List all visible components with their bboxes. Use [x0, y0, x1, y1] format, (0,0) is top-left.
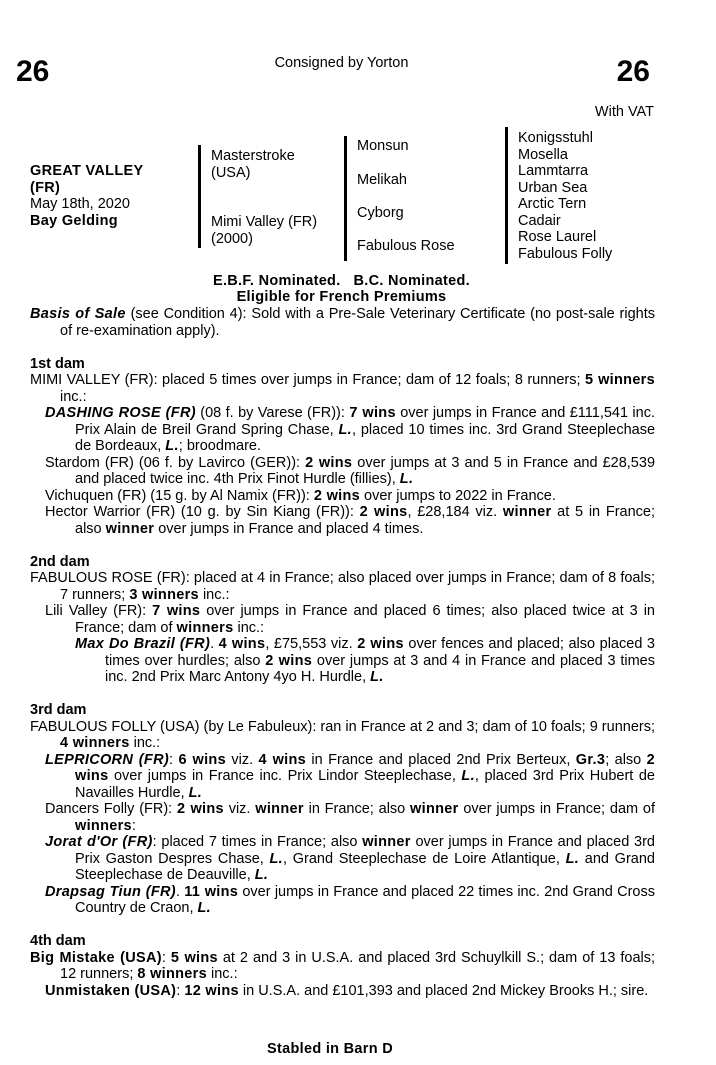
- offspring-entry: LEPRICORN (FR): 6 wins viz. 4 wins in France and placed 2nd Prix Berteux, Gr.3; also 2 wins over jumps in France inc. Prix Lindor Steeplechase, L., placed 3rd Prix Hubert de Navailles Hurdle, L.: [45, 751, 656, 801]
- dam-dam: Fabulous Rose: [357, 238, 455, 254]
- grand-offspring-entry: Drapsag Tiun (FR). 11 wins over jumps in France and placed 22 times inc. 2nd Grand Cross Country de Craon, L.: [45, 883, 655, 916]
- gen3-name: Lammtarra: [518, 163, 589, 179]
- horse-description: Bay Gelding: [30, 212, 118, 229]
- lot-number-left: 26: [16, 55, 50, 88]
- stabling-note: Stabled in Barn D: [267, 1041, 393, 1057]
- second-dam-heading: 2nd dam: [30, 553, 90, 570]
- gen3-name: Mosella: [518, 146, 568, 163]
- offspring-entry: Hector Warrior (FR) (10 g. by Sin Kiang (FR)): 2 wins, £28,184 viz. winner at 5 in France; also winner over jumps in France and placed 4 times.: [45, 504, 656, 537]
- offspring-entry: Unmistaken (USA): 12 wins in U.S.A. and £101,393 and placed 2nd Mickey Brooks H.; sire.: [45, 982, 649, 999]
- foaling-date: May 18th, 2020: [30, 196, 130, 212]
- fourth-dam-summary: Big Mistake (USA): 5 wins at 2 and 3 in U.S.A. and placed 3rd Schuylkill S.; dam of 13 foals; 12 runners; 8 winners inc.:: [30, 949, 656, 982]
- vat-note: With VAT: [594, 104, 654, 120]
- basis-of-sale: Basis of Sale (see Condition 4): Sold with a Pre-Sale Veterinary Certificate (no post-sale rights of re-examination apply).: [30, 306, 656, 339]
- pedigree-dam: [211, 214, 317, 247]
- dam-sire: Cyborg: [357, 205, 404, 221]
- first-dam-heading: 1st dam: [30, 355, 85, 372]
- pedigree-third-generation: [518, 130, 612, 262]
- gen3-name: Arctic Tern: [518, 196, 587, 212]
- dam-name: Mimi Valley (FR): [211, 214, 318, 230]
- grand-offspring-entry: Max Do Brazil (FR). 4 wins, £75,553 viz. 2 wins over fences and placed; also placed 3 times over hurdles; also 2 wins over jumps at 3 and 4 in France and placed 3 times inc. 2nd Prix Marc Antony 4yo H. Hurdle, L.: [75, 636, 655, 685]
- offspring-entry: Vichuquen (FR) (15 g. by Al Namix (FR)): 2 wins over jumps to 2022 in France.: [45, 487, 556, 504]
- sire-dam: Melikah: [357, 172, 407, 188]
- fourth-dam-heading: 4th dam: [30, 933, 86, 949]
- grand-offspring-entry: Jorat d'Or (FR): placed 7 times in France; also winner over jumps in France and placed 3rd Prix Gaston Despres Chase, L., Grand Steeplechase de Loire Atlantique, L. and Grand Steeplechase de Deauville, L.: [45, 834, 655, 883]
- lot-number-right: 26: [616, 55, 650, 88]
- second-dam-summary: FABULOUS ROSE (FR): placed at 4 in France; also placed over jumps in France; dam of 8 foals; 7 runners; 3 winners inc.:: [30, 570, 655, 603]
- catalogue-body: [30, 306, 655, 999]
- third-dam-heading: 3rd dam: [30, 702, 87, 718]
- third-dam-summary: FABULOUS FOLLY (USA) (by Le Fabuleux): ran in France at 2 and 3; dam of 10 foals; 9 runners; 4 winners inc.:: [30, 718, 655, 751]
- gen3-name: Rose Laurel: [518, 229, 597, 245]
- horse-name: GREAT VALLEY: [30, 163, 144, 179]
- horse-info: [30, 163, 195, 229]
- offspring-entry: Dancers Folly (FR): 2 wins viz. winner in France; also winner over jumps in France; dam of winners:: [45, 801, 655, 834]
- dam-year: (2000): [211, 230, 253, 247]
- sire-sire: Monsun: [357, 138, 409, 154]
- pedigree-bracket-1: [198, 145, 201, 248]
- horse-country: (FR): [30, 179, 61, 196]
- gen3-name: Urban Sea: [518, 179, 588, 196]
- sire-origin: (USA): [211, 164, 251, 181]
- offspring-entry: DASHING ROSE (FR) (08 f. by Varese (FR)): 7 wins over jumps in France and £111,541 inc. Prix Alain de Breil Grand Spring Chase, L., placed 10 times inc. 3rd Grand Steeplechase de Bordeaux, L.; broodmare.: [45, 405, 656, 454]
- offspring-entry: Stardom (FR) (06 f. by Lavirco (GER)): 2 wins over jumps at 3 and 5 in France and £28,539 and placed twice inc. 4th Prix Finot Hurdle (fillies), L.: [45, 454, 656, 487]
- gen3-name: Fabulous Folly: [518, 245, 613, 262]
- nominations: E.B.F. Nominated. B.C. Nominated.: [212, 273, 471, 289]
- basis-label: Basis of Sale: [30, 306, 126, 322]
- pedigree-bracket-3: [505, 127, 508, 264]
- gen3-name: Konigsstuhl: [518, 130, 593, 146]
- consignor: Consigned by Yorton: [274, 55, 409, 71]
- first-dam-summary: MIMI VALLEY (FR): placed 5 times over jumps in France; dam of 12 foals; 8 runners; 5 winners inc.:: [30, 372, 655, 405]
- gen3-name: Cadair: [518, 212, 561, 229]
- pedigree-bracket-2: [344, 136, 347, 261]
- sire-name: Masterstroke: [211, 148, 295, 164]
- offspring-entry: Lili Valley (FR): 7 wins over jumps in France and placed 6 times; also placed twice at 3 in France; dam of winners inc.:: [45, 603, 655, 636]
- pedigree-sire: [211, 148, 295, 181]
- french-premiums: Eligible for French Premiums: [236, 289, 447, 305]
